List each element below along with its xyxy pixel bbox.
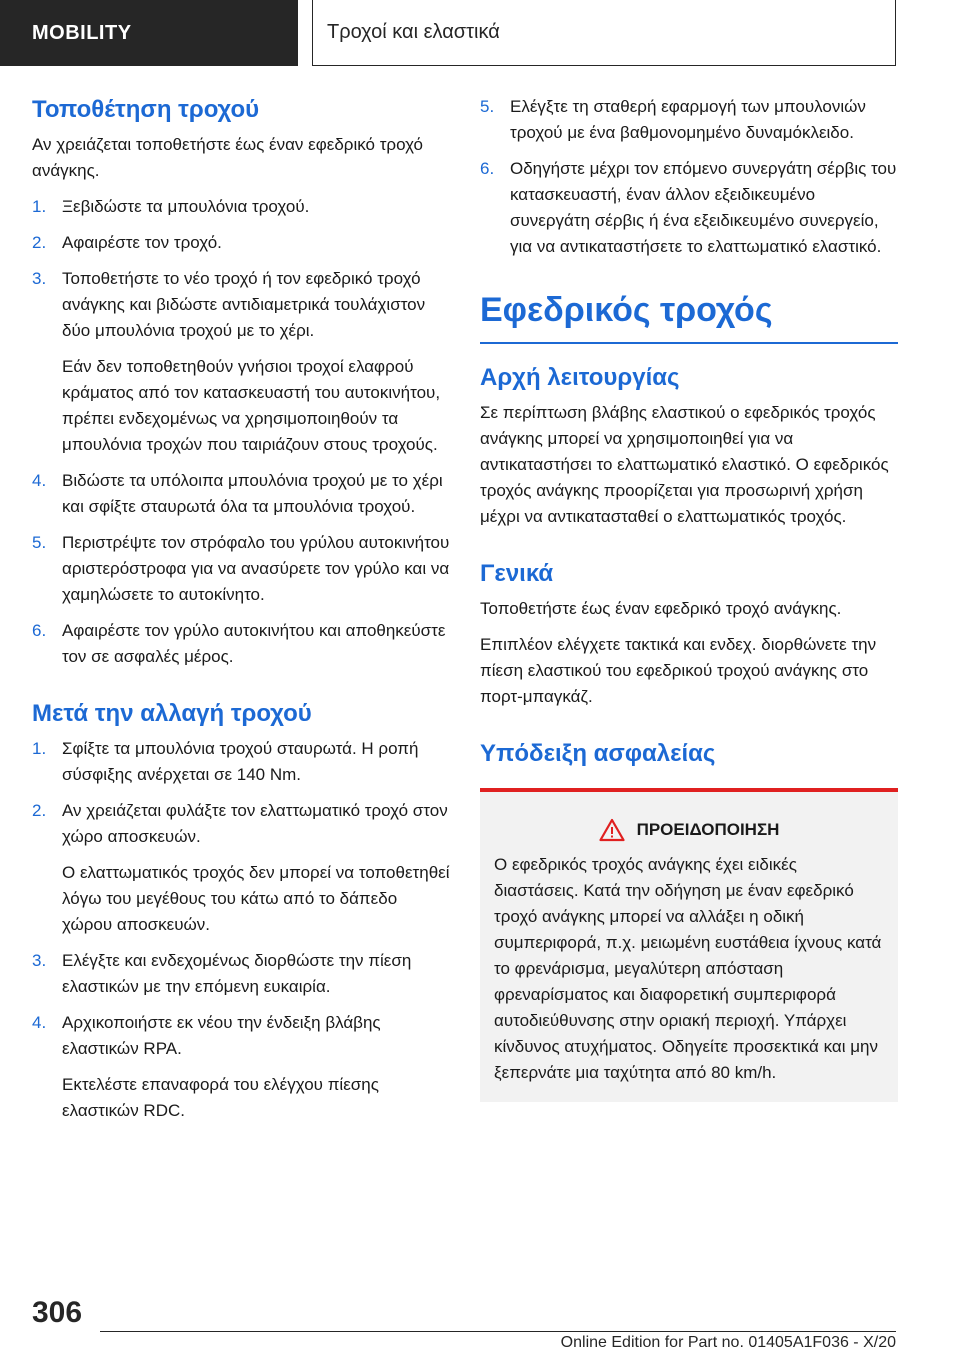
step-text: Τοποθετήστε το νέο τροχό ή τον εφεδρικό τροχό ανάγκης και βιδώστε αντιδιαμετρικά τουλάχιστον δύο μπουλόνια τροχού με το χέρι. <box>62 269 426 340</box>
list-item <box>32 230 450 256</box>
step-text: Ελέγξτε και ενδεχομένως διορθώστε την πίεση ελαστικών με την επόμενη ευκαιρία. <box>62 951 412 996</box>
footer-divider <box>100 1331 896 1332</box>
list-item <box>32 468 450 520</box>
general-text-2: Επιπλέον ελέγχετε τακτικά και ενδεχ. διορθώνετε την πίεση ελαστικού του εφεδρικού τροχού ανάγκης στο πορτ-μπαγκάζ. <box>480 635 877 706</box>
chapter-tab: Τροχοί και ελαστικά <box>312 0 896 66</box>
safety-title: Υπόδειξη ασφαλείας <box>480 740 716 767</box>
step-number: 4. <box>32 471 47 490</box>
after-title: Μετά την αλλαγή τροχού <box>32 700 312 727</box>
list-item <box>32 948 450 1000</box>
spare-wheel-title: Εφεδρικός τροχός <box>480 291 773 329</box>
step-text: Αρχικοποιήστε εκ νέου την ένδειξη βλάβης ελαστικών RPA. <box>62 1013 381 1058</box>
list-item <box>32 266 450 458</box>
left-column <box>32 94 450 1134</box>
step-text: Περιστρέψτε τον στρόφαλο του γρύλου αυτοκινήτου αριστερόστροφα για να ανασύρετε τον γρύλο και να χαμηλώσετε το αυτοκίνητο. <box>62 533 450 604</box>
general-title: Γενικά <box>480 560 554 587</box>
warning-label: ΠΡΟΕΙΔΟΠΟΙΗΣΗ <box>636 820 780 839</box>
mount-intro: Αν χρειάζεται τοποθετήστε έως έναν εφεδρικό τροχό ανάγκης. <box>32 135 424 180</box>
continued-steps-list <box>480 94 898 260</box>
mount-title: Τοποθέτηση τροχού <box>32 96 260 123</box>
step-text: Αφαιρέστε τον γρύλο αυτοκινήτου και αποθηκεύστε τον σε ασφαλές μέρος. <box>62 621 446 666</box>
step-note: Ο ελαττωματικός τροχός δεν μπορεί να τοποθετηθεί λόγω του μεγέθους του κάτω από το δάπεδο χώρου αποσκευών. <box>62 863 450 934</box>
step-note: Εκτελέστε επαναφορά του ελέγχου πίεσης ελαστικών RDC. <box>62 1075 379 1120</box>
warning-text: Ο εφεδρικός τροχός ανάγκης έχει ειδικές διαστάσεις. Κατά την οδήγηση με έναν εφεδρικό τροχό ανάγκης μπορεί να αλλάξει η οδική συμπεριφορά, π.χ. μειωμένη ευστάθεια ίχνους κατά το φρενάρισμα, μεγαλύτερη απόσταση φρεναρίσματος και διαφορετική συμπεριφορά αυτοδιεύθυνσης στην οριακή περιοχή. Υπάρχει κίνδυνος ατυχήματος. Οδηγείτε προσεκτικά και μην ξεπερνάτε μια ταχύτητα από 80 km/h. <box>494 855 882 1082</box>
after-steps-list <box>32 736 450 1124</box>
page-header <box>0 0 960 66</box>
spacer <box>480 720 898 738</box>
list-item <box>32 194 450 220</box>
step-number: 3. <box>32 269 47 288</box>
warning-triangle-icon <box>599 818 625 842</box>
step-number: 6. <box>480 159 495 178</box>
principle-title: Αρχή λειτουργίας <box>480 364 680 391</box>
step-text: Ξεβιδώστε τα μπουλόνια τροχού. <box>62 197 310 216</box>
spacer <box>480 270 898 288</box>
step-number: 4. <box>32 1013 47 1032</box>
step-text: Οδηγήστε μέχρι τον επόμενο συνεργάτη σέρβις του κατασκευαστή, έναν άλλον εξειδικευμένο συνεργάτη σέρβις ή ένα εξειδικευμένο συνεργείο, για να αντικαταστήσετε το ελαττωματικό ελαστικό. <box>510 159 897 256</box>
spacer <box>480 540 898 558</box>
step-number: 3. <box>32 951 47 970</box>
list-item <box>480 156 898 260</box>
mount-steps-list <box>32 194 450 670</box>
step-number: 2. <box>32 233 47 252</box>
list-item <box>32 618 450 670</box>
list-item <box>480 94 898 146</box>
step-number: 5. <box>480 97 495 116</box>
step-number: 1. <box>32 197 47 216</box>
step-text: Σφίξτε τα μπουλόνια τροχού σταυρωτά. Η ροπή σύσφιξης ανέρχεται σε 140 Nm. <box>62 739 419 784</box>
step-number: 5. <box>32 533 47 552</box>
step-number: 2. <box>32 801 47 820</box>
step-text: Αφαιρέστε τον τροχό. <box>62 233 222 252</box>
step-note: Εάν δεν τοποθετηθούν γνήσιοι τροχοί ελαφρού κράματος από τον κατασκευαστή του αυτοκινήτου, πρέπει ενδεχομένως να χρησιμοποιηθούν τα μπουλόνια τροχών που ταιριάζουν στους τροχούς. <box>62 357 441 454</box>
list-item <box>32 530 450 608</box>
section-divider <box>480 342 898 344</box>
list-item <box>32 798 450 938</box>
page-number: 306 <box>32 1296 83 1329</box>
section-tab: MOBILITY <box>0 0 298 66</box>
principle-text: Σε περίπτωση βλάβης ελαστικού ο εφεδρικός τροχός ανάγκης μπορεί να χρησιμοποιηθεί για να αντικαταστήσει το ελαττωματικό ελαστικό. Ο εφεδρικός τροχός ανάγκης προορίζεται για προσωρινή χρήση μέχρι να αντικατασταθεί ο ελαττωματικός τροχός. <box>480 403 889 526</box>
step-number: 1. <box>32 739 47 758</box>
step-text: Βιδώστε τα υπόλοιπα μπουλόνια τροχού με το χέρι και σφίξτε σταυρωτά όλα τα μπουλόνια τροχού. <box>62 471 443 516</box>
list-item <box>32 736 450 788</box>
spacer <box>32 680 450 698</box>
edition-text: Online Edition for Part no. 01405A1F036 - X/20 <box>560 1334 896 1351</box>
list-item <box>32 1010 450 1124</box>
step-text: Ελέγξτε τη σταθερή εφαρμογή των μπουλονιών τροχού με ένα βαθμονομημένο δυναμόκλειδο. <box>510 97 866 142</box>
right-column <box>480 94 898 1102</box>
step-text: Αν χρειάζεται φυλάξτε τον ελαττωματικό τροχό στον χώρο αποσκευών. <box>62 801 448 846</box>
step-number: 6. <box>32 621 47 640</box>
general-text-1: Τοποθετήστε έως έναν εφεδρικό τροχό ανάγκης. <box>480 599 842 618</box>
warning-header <box>494 792 884 852</box>
warning-box <box>480 788 898 1102</box>
